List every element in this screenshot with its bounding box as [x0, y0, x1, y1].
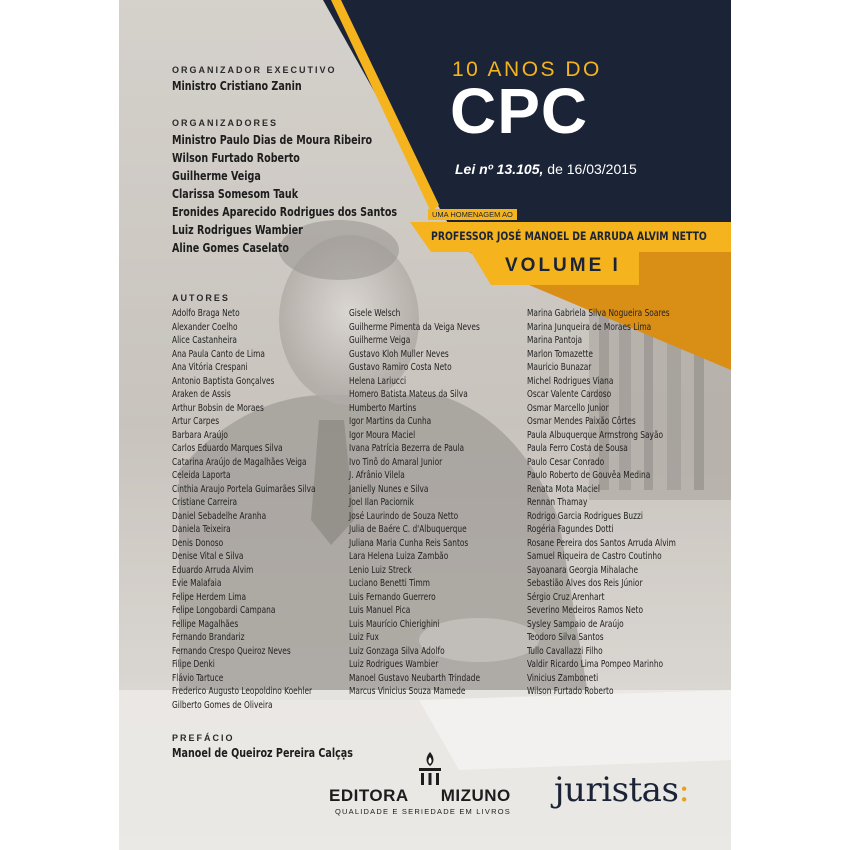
organizer-name: Guilherme Veiga	[172, 168, 261, 183]
author-name: Araken de Assis	[172, 389, 231, 400]
author-name: Teodoro Silva Santos	[527, 632, 604, 643]
author-name: Homero Batista Mateus da Silva	[349, 389, 468, 400]
author-name: Luiz Fux	[349, 632, 379, 643]
author-name: Paula Albuquerque Armstrong Sayão	[527, 429, 664, 441]
author-name: Catarina Araújo de Magalhães Veiga	[172, 456, 307, 468]
authors-label: AUTORES	[172, 293, 230, 303]
author-name: Osmar Marcello Junior	[527, 402, 609, 414]
law-date: de 16/03/2015	[543, 161, 637, 177]
author-name: Samuel Riqueira de Castro Coutinho	[527, 551, 662, 562]
author-name: Mauricio Bunazar	[527, 362, 592, 373]
author-name: Arthur Bobsin de Moraes	[172, 402, 264, 414]
author-name: Carlos Eduardo Marques Silva	[172, 443, 283, 454]
authors-column-2	[349, 307, 501, 699]
author-name: Filipe Denki	[172, 659, 215, 670]
author-name: Lara Helena Luiza Zambão	[349, 551, 449, 562]
author-name: Igor Moura Maciel	[349, 429, 416, 441]
author-name: Denis Donoso	[172, 537, 224, 549]
honoree-name: PROFESSOR JOSÉ MANOEL DE ARRUDA ALVIM NETTO	[431, 229, 707, 243]
author-name: Marina Pantoja	[527, 335, 583, 346]
author-name: Severino Medeiros Ramos Neto	[527, 605, 644, 616]
preface-label: PREFÁCIO	[172, 733, 235, 743]
author-name: Rodrigo Garcia Rodrigues Buzzi	[527, 510, 644, 522]
author-name: Rennan Thamay	[527, 497, 588, 508]
organizers-list	[172, 131, 437, 257]
author-name: Janielly Nunes e Silva	[349, 483, 429, 495]
publisher-name-left: EDITORA	[329, 786, 409, 805]
partner-colon: :	[678, 770, 690, 810]
publisher-logo	[329, 750, 529, 820]
author-name: Daniel Sebadelhe Aranha	[172, 510, 267, 522]
law-subtitle	[455, 161, 637, 177]
author-name: Fellipe Magalhães	[172, 618, 239, 630]
author-name: Ivana Patrícia Bezerra de Paula	[349, 443, 465, 454]
author-name: Sérgio Cruz Arenhart	[527, 591, 605, 603]
publisher-tagline: QUALIDADE E SERIEDADE EM LIVROS	[335, 807, 511, 816]
organizer-name: Ministro Paulo Dias de Moura Ribeiro	[172, 132, 373, 147]
author-name: Flávio Tartuce	[172, 672, 224, 684]
author-name: Celeida Laporta	[172, 470, 231, 481]
author-name: Cristiane Carreira	[172, 497, 238, 508]
author-name: Sebastião Alves dos Reis Júnior	[527, 578, 643, 589]
book-cover	[119, 0, 731, 850]
executive-organizer-name: Ministro Cristiano Zanin	[172, 78, 302, 93]
author-name: Rogéria Fagundes Dotti	[527, 524, 614, 535]
author-name: Igor Martins da Cunha	[349, 416, 432, 427]
author-name: Marcus Vinicius Souza Mamede	[349, 686, 466, 697]
authors-column-1	[172, 307, 339, 712]
author-name: Artur Carpes	[172, 416, 220, 427]
author-name: Michel Rodrigues Viana	[527, 375, 614, 387]
author-name: Antonio Baptista Gonçalves	[172, 375, 275, 387]
author-name: Paula Ferro Costa de Sousa	[527, 443, 628, 454]
organizer-name: Eronides Aparecido Rodrigues dos Santos	[172, 204, 398, 219]
author-name: Luis Maurício Chierighini	[349, 618, 440, 630]
preface-author: Manoel de Queiroz Pereira Calçạs	[172, 745, 353, 760]
homage-label: UMA HOMENAGEM AO	[428, 209, 517, 220]
author-name: Juliana Maria Cunha Reis Santos	[349, 537, 469, 549]
author-name: Marina Junqueira de Moraes Lima	[527, 321, 652, 333]
author-name: Oscar Valente Cardoso	[527, 389, 612, 400]
author-name: Valdir Ricardo Lima Pompeo Marinho	[527, 659, 664, 670]
author-name: Marina Gabriela Silva Nogueira Soares	[527, 308, 670, 319]
author-name: Adolfo Braga Neto	[172, 308, 240, 319]
author-name: Humberto Martins	[349, 402, 417, 414]
author-name: Cinthia Araujo Portela Guimarães Silva	[172, 483, 316, 495]
organizer-name: Aline Gomes Caselato	[172, 240, 289, 255]
law-number: Lei nº 13.105,	[455, 161, 544, 177]
author-name: Tullo Cavallazzi Filho	[527, 645, 603, 657]
author-name: Eduardo Arruda Alvim	[172, 564, 254, 576]
author-name: Paulo Cesar Conrado	[527, 456, 605, 468]
publisher-name-right: MIZUNO	[440, 786, 511, 805]
publisher-name	[329, 786, 511, 806]
author-name: Luis Manuel Pica	[349, 605, 411, 616]
author-name: Frederico Augusto Leopoldino Koehler	[172, 686, 313, 697]
author-name: Luciano Benetti Timm	[349, 578, 430, 589]
organizer-name: Clarissa Somesom Tauk	[172, 186, 299, 201]
author-name: Ana Vitória Crespani	[172, 362, 248, 373]
author-name: Gisele Welsch	[349, 308, 401, 319]
author-name: Lenio Luiz Streck	[349, 564, 412, 576]
organizer-name: Wilson Furtado Roberto	[172, 150, 300, 165]
authors-column-3	[527, 307, 700, 699]
author-name: Guilherme Pimenta da Veiga Neves	[349, 321, 480, 333]
author-name: Denise Vital e Silva	[172, 551, 244, 562]
torch-icon	[415, 750, 445, 786]
author-name: Gustavo Ramiro Costa Neto	[349, 362, 452, 373]
author-name: Gilberto Gomes de Oliveira	[172, 699, 273, 711]
author-name: Alexander Coelho	[172, 321, 238, 333]
author-name: Osmar Mendes Paixão Côrtes	[527, 416, 636, 427]
author-name: Alice Castanheira	[172, 335, 237, 346]
author-name: Renata Mota Maciel	[527, 483, 600, 495]
author-name: Gustavo Kloh Muller Neves	[349, 348, 449, 360]
author-name: Marlon Tomazette	[527, 348, 593, 360]
author-name: Luis Fernando Guerrero	[349, 591, 436, 603]
volume-label: VOLUME I	[505, 255, 621, 276]
organizer-name: Luiz Rodrigues Wambier	[172, 222, 303, 237]
title-small: 10 ANOS DO	[452, 58, 602, 81]
author-name: Vinicius Zamboneti	[527, 672, 599, 684]
author-name: Guilherme Veiga	[349, 335, 411, 346]
author-name: José Laurindo de Souza Netto	[349, 510, 459, 522]
author-name: Paulo Roberto de Gouvêa Medina	[527, 470, 651, 481]
author-name: Sayoanara Georgia Mihalache	[527, 564, 639, 576]
author-name: Wilson Furtado Roberto	[527, 686, 614, 697]
author-name: Barbara Araújo	[172, 429, 228, 441]
author-name: Julia de Baére C. d'Albuquerque	[349, 524, 467, 535]
author-name: Ivo Tinô do Amaral Junior	[349, 456, 443, 468]
partner-logo	[554, 770, 689, 810]
author-name: Fernando Brandariz	[172, 632, 245, 643]
author-name: Evie Malafaia	[172, 578, 222, 589]
author-name: Fernando Crespo Queiroz Neves	[172, 645, 291, 657]
author-name: Luiz Gonzaga Silva Adolfo	[349, 645, 445, 657]
author-name: Felipe Herdem Lima	[172, 591, 247, 603]
executive-organizer-label: ORGANIZADOR EXECUTIVO	[172, 65, 337, 75]
author-name: Rosane Pereira dos Santos Arruda Alvim	[527, 537, 676, 549]
author-name: Felipe Longobardi Campana	[172, 605, 276, 616]
author-name: Sysley Sampaio de Araújo	[527, 618, 624, 630]
author-name: Daniela Teixeira	[172, 524, 231, 535]
author-name: Helena Lariucci	[349, 375, 407, 387]
organizers-label: ORGANIZADORES	[172, 118, 279, 128]
author-name: J. Afrânio Vilela	[349, 470, 405, 481]
author-name: Ana Paula Canto de Lima	[172, 348, 265, 360]
title-big: CPC	[450, 75, 589, 147]
author-name: Luiz Rodrigues Wambier	[349, 659, 439, 670]
author-name: Joel Ilan Paciornik	[349, 497, 414, 508]
author-name: Manoel Gustavo Neubarth Trindade	[349, 672, 481, 684]
partner-name: juristas	[554, 770, 679, 810]
